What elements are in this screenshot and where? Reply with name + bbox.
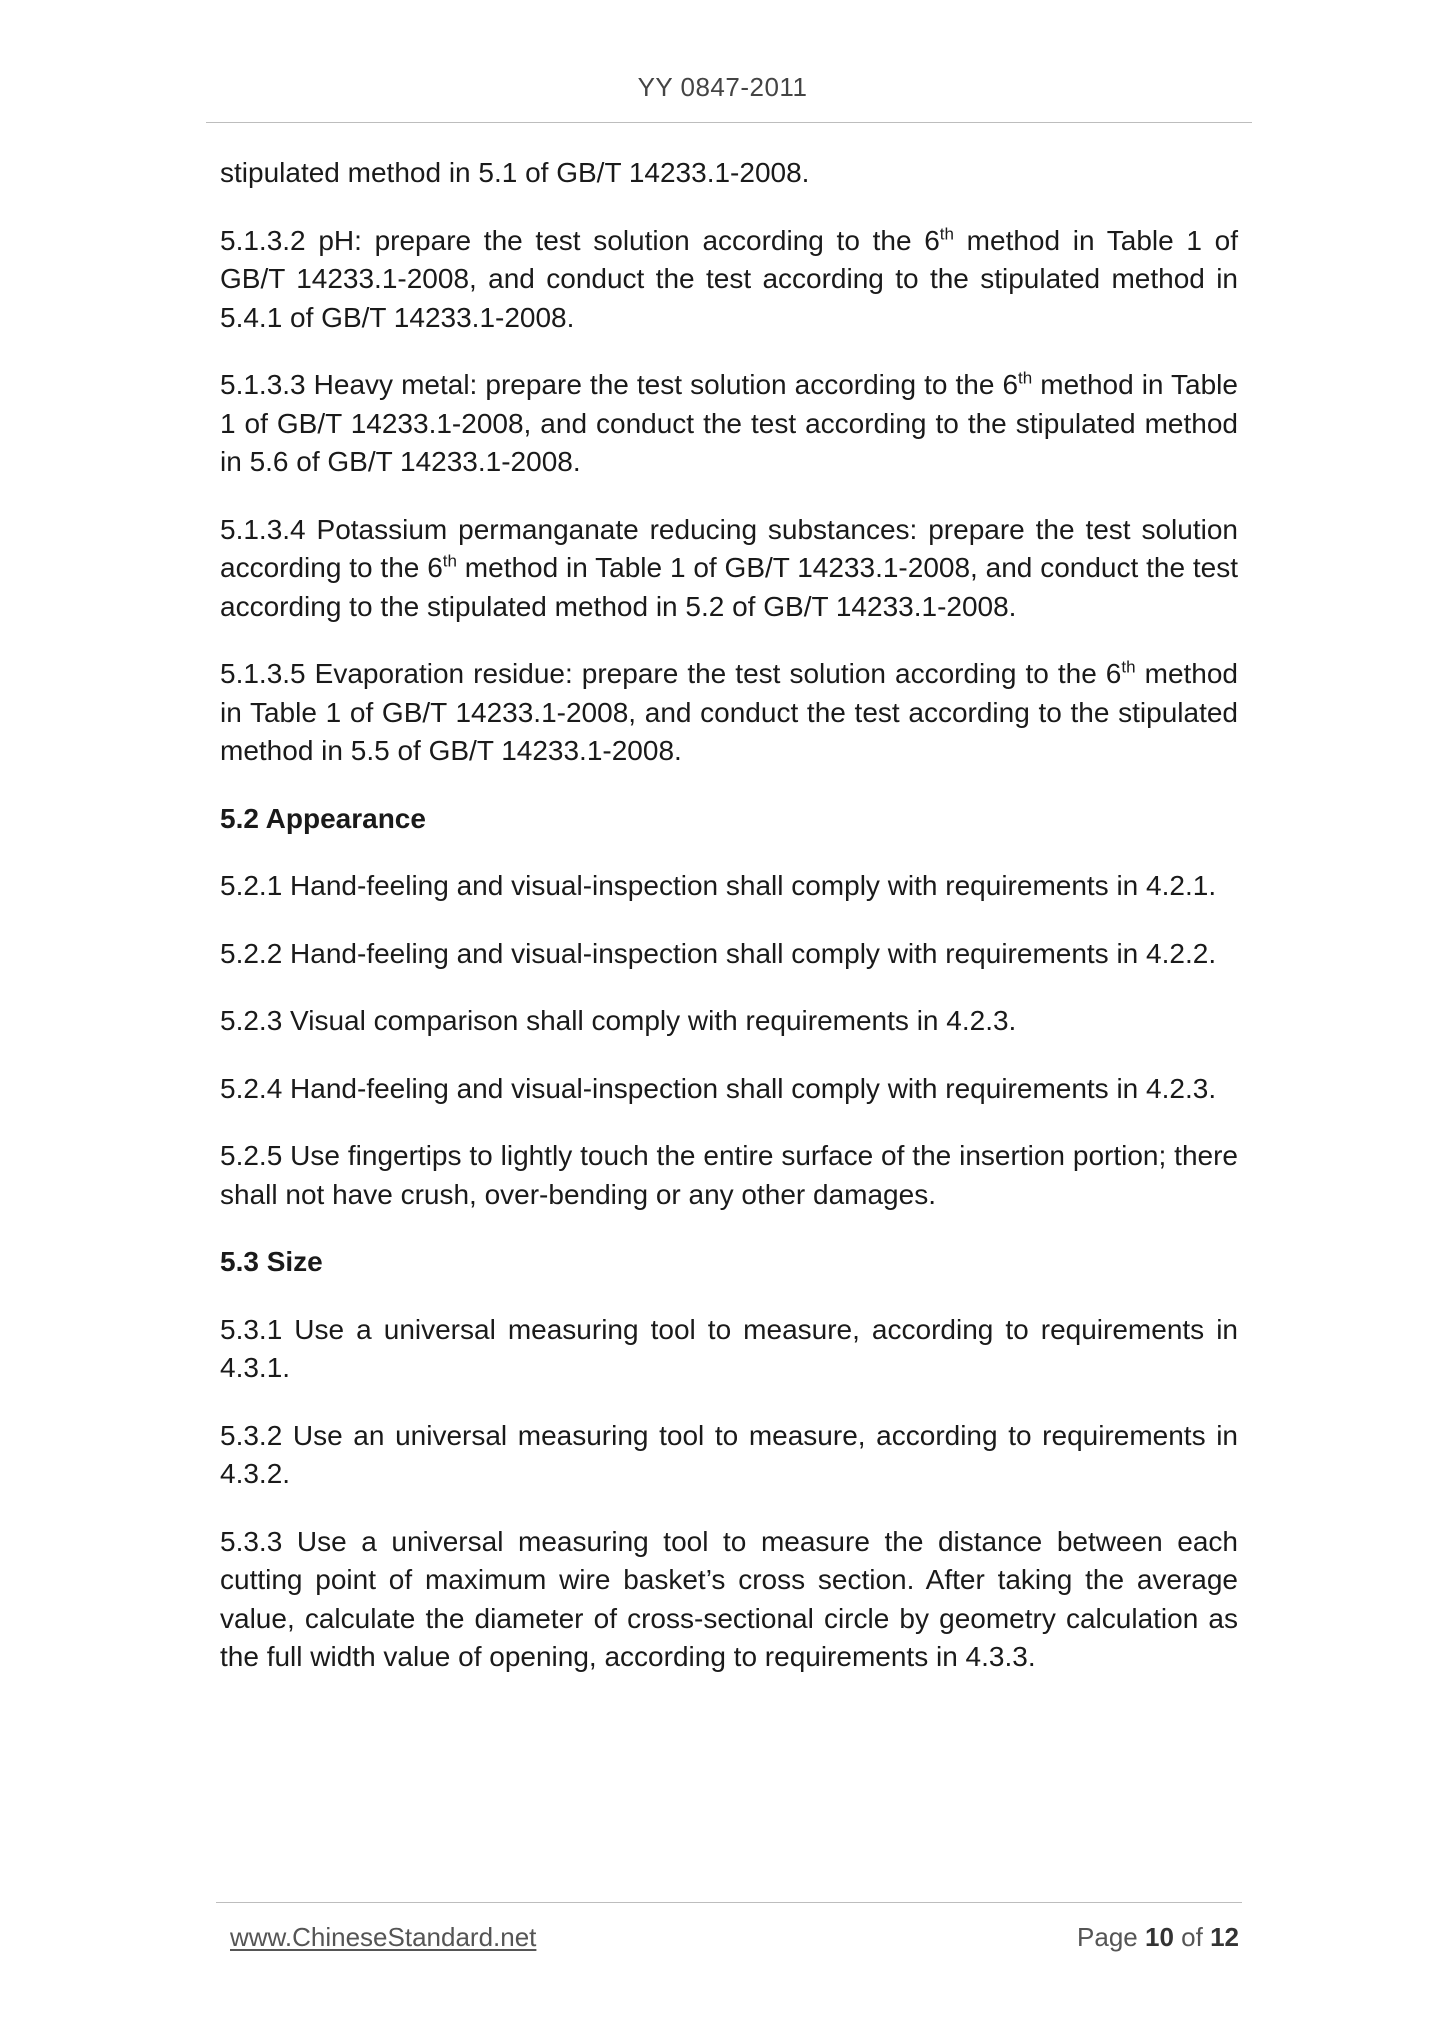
paragraph-5-2-1: 5.2.1 Hand-feeling and visual-inspection shall comply with requirements in 4.2.1. (220, 870, 1217, 901)
page-total: 12 (1210, 1922, 1239, 1952)
paragraph-text: 5.1.3.3 Heavy metal: prepare the test solution according to the 6 (220, 369, 1019, 400)
website-link[interactable]: www.ChineseStandard.net (230, 1922, 537, 1952)
paragraph-5-2-2: 5.2.2 Hand-feeling and visual-inspection shall comply with requirements in 4.2.2. (220, 937, 1217, 969)
paragraph-5-3-3: 5.3.3 Use a universal measuring tool to measure the distance between each cutting point of maximum wire basket’s cross section. After taking the average value, calculate the diameter of cross-sectional circle by geometry calculation as the full width value of opening, according to requirements in 4.3.3. (220, 1525, 1238, 1672)
page-label: Page (1077, 1922, 1138, 1952)
paragraph-5-1-3-5 (220, 655, 1238, 771)
paragraph-text: 5.1.3.4 Potassium permanganate reducing substances: prepare the test solution according to the 6 (220, 513, 1238, 583)
document-body (220, 154, 1238, 1706)
paragraph-text: method in Table 1 of GB/T 14233.1-2008, and conduct the test according to the stipulated method in 5.4.1 of GB/T 14233.1-2008. (220, 224, 1239, 333)
page-of: of (1181, 1922, 1203, 1952)
paragraph-5-2-5: 5.2.5 Use fingertips to lightly touch the entire surface of the insertion portion; there shall not have crush, over-bending or any other damages. (220, 1140, 1238, 1210)
paragraph-5-1-3-3 (220, 366, 1238, 482)
section-heading-5-3: 5.3 Size (220, 1246, 323, 1277)
footer-divider (216, 1902, 1242, 1903)
page-indicator (1077, 1922, 1239, 1953)
superscript-ordinal: th (442, 551, 457, 571)
header-divider (206, 122, 1252, 123)
superscript-ordinal: th (1018, 368, 1033, 388)
paragraph-5-3-1: 5.3.1 Use a universal measuring tool to measure, according to requirements in 4.3.1. (220, 1313, 1238, 1383)
superscript-ordinal: th (939, 224, 954, 244)
paragraph-text: 5.1.3.2 pH: prepare the test solution according to the 6 (220, 224, 940, 256)
paragraph-text: method in Table 1 of GB/T 14233.1-2008, and conduct the test according to the stipulated method in 5.5 of GB/T 14233.1-2008. (220, 658, 1239, 766)
paragraph-text: method in Table 1 of GB/T 14233.1-2008, and conduct the test according to the stipulated method in 5.2 of GB/T 14233.1-2008. (220, 552, 1239, 622)
paragraph-5-1-3-4 (220, 511, 1238, 627)
section-heading-5-2: 5.2 Appearance (220, 802, 426, 834)
superscript-ordinal: th (1121, 657, 1136, 677)
paragraph-5-2-3: 5.2.3 Visual comparison shall comply with requirements in 4.2.3. (220, 1005, 1017, 1036)
paragraph-continuation: stipulated method in 5.1 of GB/T 14233.1-2008. (220, 157, 810, 188)
paragraph-text: 5.1.3.5 Evaporation residue: prepare the test solution according to the 6 (220, 658, 1122, 689)
paragraph-text: method in Table 1 of GB/T 14233.1-2008, and conduct the test according to the stipulated method in 5.6 of GB/T 14233.1-2008. (220, 369, 1238, 477)
paragraph-5-1-3-2 (220, 222, 1238, 338)
paragraph-5-2-4: 5.2.4 Hand-feeling and visual-inspection shall comply with requirements in 4.2.3. (220, 1072, 1217, 1104)
document-code: YY 0847-2011 (637, 72, 808, 102)
page-current: 10 (1145, 1922, 1174, 1952)
paragraph-5-3-2: 5.3.2 Use an universal measuring tool to measure, according to requirements in 4.3.2. (220, 1419, 1238, 1489)
